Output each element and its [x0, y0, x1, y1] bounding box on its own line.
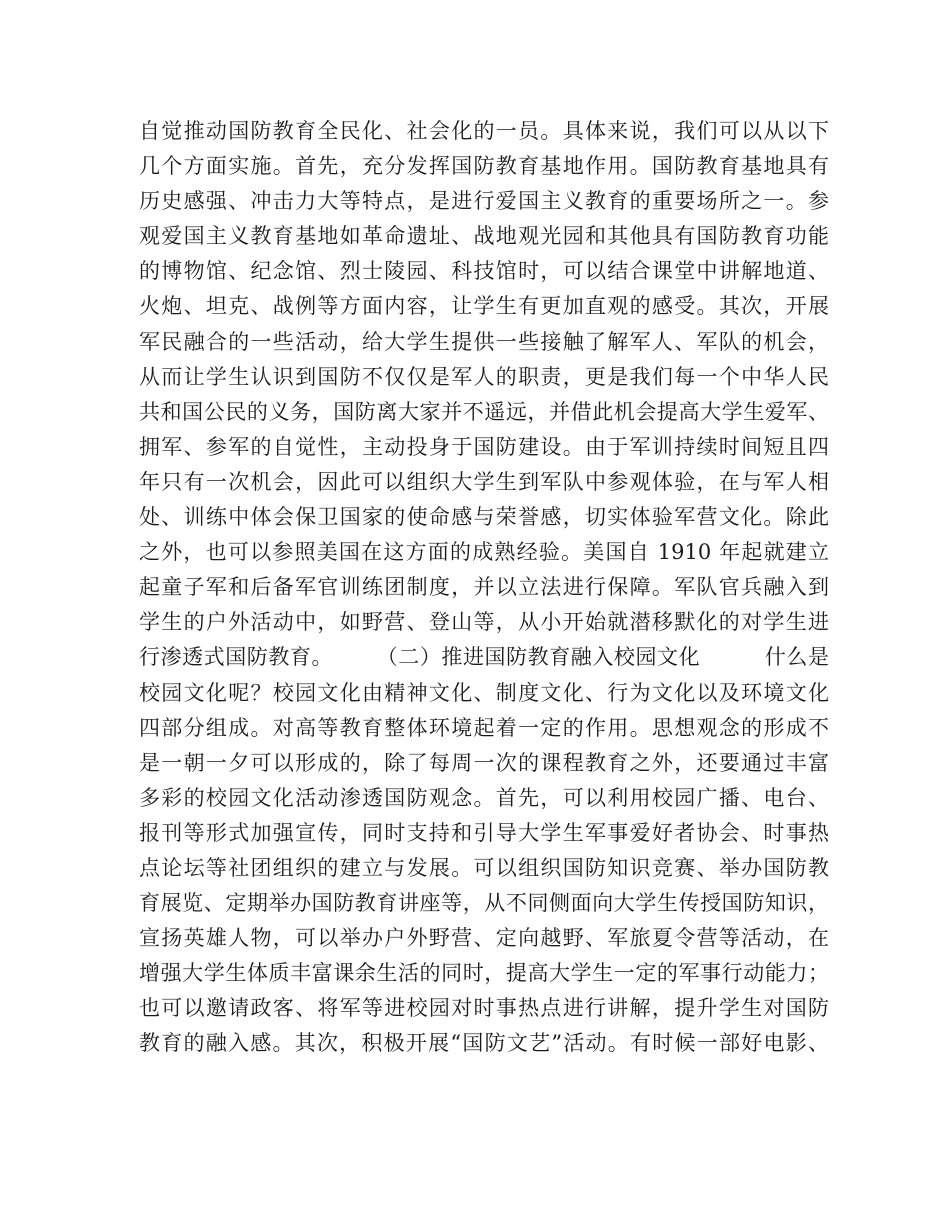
- text-line: 历史感强、冲击力大等特点，是进行爱国主义教育的重要场所之一。参: [139, 189, 829, 214]
- text-line: 教育的融入感。其次，积极开展“国防文艺”活动。有时候一部好电影、: [139, 1031, 829, 1056]
- text-line: 的博物馆、纪念馆、烈士陵园、科技馆时，可以结合课堂中讲解地道、: [139, 259, 829, 284]
- text-line: 火炮、坦克、战例等方面内容，让学生有更加直观的感受。其次，开展: [139, 294, 829, 319]
- text-line: 共和国公民的义务，国防离大家并不遥远，并借此机会提高大学生爱军、: [139, 399, 829, 424]
- text-line: 学生的户外活动中，如野营、登山等，从小开始就潜移默化的对学生进: [139, 610, 829, 635]
- text-line: 多彩的校园文化活动渗透国防观念。首先，可以利用校园广播、电台、: [139, 785, 829, 810]
- text-line: 宣扬英雄人物，可以举办户外野营、定向越野、军旅夏令营等活动，在: [139, 926, 829, 951]
- text-line: 年只有一次机会，因此可以组织大学生到军队中参观体验，在与军人相: [139, 469, 829, 494]
- text-line: 四部分组成。对高等教育整体环境起着一定的作用。思想观念的形成不: [139, 715, 829, 740]
- text-line: 处、训练中体会保卫国家的使命感与荣誉感，切实体验军营文化。除此: [139, 505, 829, 530]
- text-line: 增强大学生体质丰富课余生活的同时，提高大学生一定的军事行动能力；: [139, 961, 829, 986]
- text-line: 也可以邀请政客、将军等进校园对时事热点进行讲解，提升学生对国防: [139, 996, 829, 1021]
- text-line: 军民融合的一些活动，给大学生提供一些接触了解军人、军队的机会，: [139, 329, 829, 354]
- text-line: 报刊等形式加强宣传，同时支持和引导大学生军事爱好者协会、时事热: [139, 820, 829, 845]
- text-line: 起童子军和后备军官训练团制度，并以立法进行保障。军队官兵融入到: [139, 575, 829, 600]
- body-text: [139, 114, 829, 1062]
- text-line: 是一朝一夕可以形成的，除了每周一次的课程教育之外，还要通过丰富: [139, 750, 829, 775]
- text-line: 育展览、定期举办国防教育讲座等，从不同侧面向大学生传授国防知识，: [139, 891, 829, 916]
- text-line: 自觉推动国防教育全民化、社会化的一员。具体来说，我们可以从以下: [139, 119, 829, 143]
- text-line: 几个方面实施。首先，充分发挥国防教育基地作用。国防教育基地具有: [139, 154, 829, 179]
- text-line: 观爱国主义教育基地如革命遗址、战地观光园和其他具有国防教育功能: [139, 224, 829, 249]
- text-line: 拥军、参军的自觉性，主动投身于国防建设。由于军训持续时间短且四: [139, 434, 829, 459]
- text-line: 从而让学生认识到国防不仅仅是军人的职责，更是我们每一个中华人民: [139, 364, 829, 389]
- text-line: 校园文化呢？校园文化由精神文化、制度文化、行为文化以及环境文化: [139, 680, 829, 705]
- text-line: 之外，也可以参照美国在这方面的成熟经验。美国自 1910 年起就建立: [139, 540, 829, 565]
- section-heading-line: 行渗透式国防教育。 （二）推进国防教育融入校园文化 什么是: [139, 645, 829, 670]
- text-line: 点论坛等社团组织的建立与发展。可以组织国防知识竞赛、举办国防教: [139, 855, 829, 880]
